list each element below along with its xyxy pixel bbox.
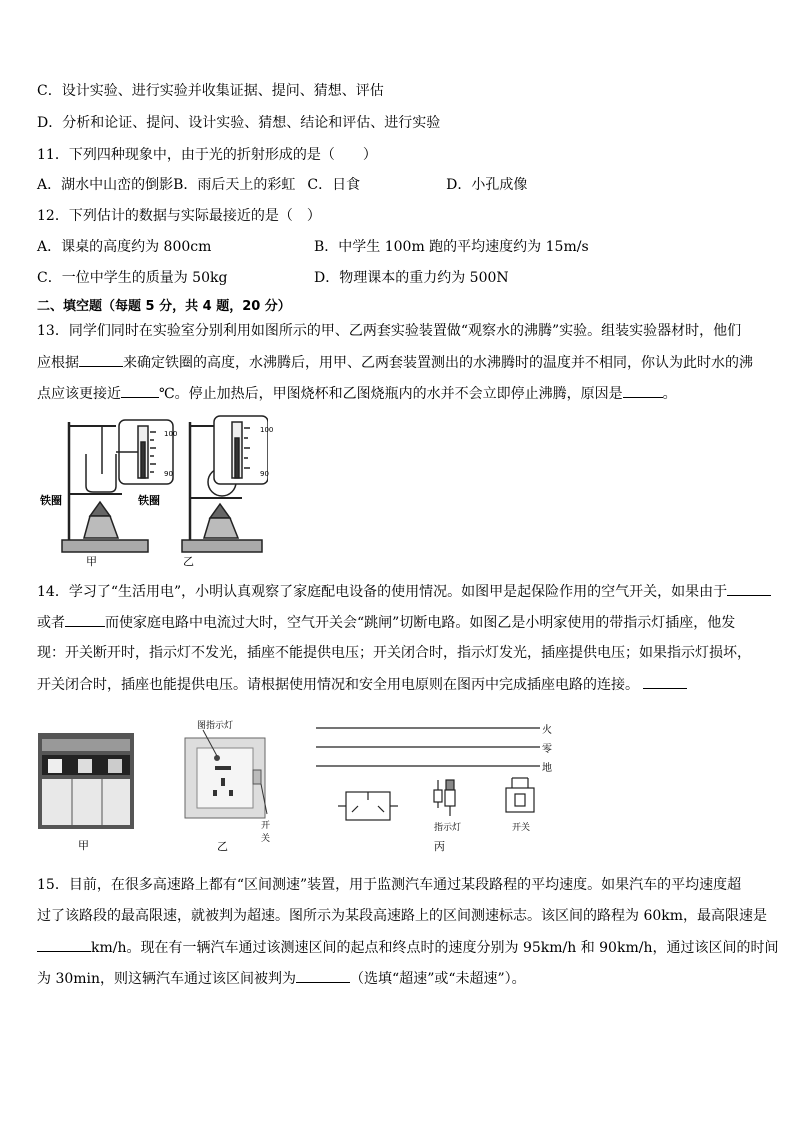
iron-ring-label-yi: 铁圈	[138, 494, 160, 507]
q14-line1: 14．学习了“生活用电”，小明认真观察了家庭配电设备的使用情况。如图甲是起保险作用的空气开关，如果由于	[37, 581, 771, 602]
q13-figure-boiling-apparatus	[38, 412, 274, 568]
q11-options	[37, 175, 527, 195]
q12-option-b: B．中学生 100m 跑的平均速度约为 15m/s	[314, 239, 589, 255]
q13-line3: 点应该更接近 ℃。停止加热后，甲图烧杯和乙图烧瓶内的水并不会立即停止沸腾，原因是 。	[37, 383, 677, 404]
thermo-90-yi: 90	[260, 470, 269, 478]
q11-option-d: D．小孔成像	[446, 177, 528, 193]
q11-option-a: A．湖水中山峦的倒影	[37, 177, 174, 193]
indicator-lamp-label: 指示灯	[434, 823, 462, 833]
label-yi: 乙	[183, 555, 194, 568]
q14-line2: 或者 而使家庭电路中电流过大时，空气开关会“跳闸”切断电路。如图乙是小明家使用的带指示灯插座，他发	[37, 612, 735, 633]
q14-line4: 开关闭合时，插座也能提供电压。请根据使用情况和安全用电原则在图丙中完成插座电路的连接。	[37, 674, 687, 695]
q11-option-c: C．日食	[307, 177, 361, 193]
iron-ring-label-jia: 铁圈	[40, 494, 62, 507]
q10-option-d: D．分析和论证、提问、设计实验、猜想、结论和评估、进行实验	[37, 115, 441, 131]
switch-symbol-label: 开关	[512, 823, 531, 833]
label-bing: 丙	[434, 840, 445, 853]
q15-line4: 为 30min，则这辆汽车通过该区间被判为 （选填“超速”或“未超速”）。	[37, 968, 526, 989]
q15-blank-2[interactable]	[296, 968, 350, 983]
q13-blank-1[interactable]	[79, 352, 123, 367]
q13-line1: 13．同学们同时在实验室分别利用如图所示的甲、乙两套实验装置做“观察水的沸腾”实验。组装实验器材时，他们	[37, 323, 742, 339]
q12-option-a: A．课桌的高度约为 800cm	[37, 239, 212, 255]
q11-option-b: B．雨后天上的彩虹	[173, 177, 296, 193]
label-yi: 乙	[217, 840, 228, 853]
thermo-90-jia: 90	[164, 470, 173, 478]
q13-blank-2[interactable]	[121, 383, 159, 398]
q13-blank-3[interactable]	[623, 383, 663, 398]
q14-line3: 现：开关断开时，指示灯不发光，插座不能提供电压；开关闭合时，指示灯发光，插座提供电压；如果指示灯损坏，	[37, 645, 751, 661]
indicator-top-label: 图指示灯	[197, 721, 234, 731]
q15-blank-1[interactable]	[37, 937, 91, 952]
q12-stem: 12．下列估计的数据与实际最接近的是（ ）	[37, 208, 321, 224]
section-title: 二、填空题（每题 5 分，共 4 题，20 分）	[37, 299, 291, 314]
q15-line1: 15．目前，在很多高速路上都有“区间测速”装置，用于监测汽车通过某段路程的平均速度。如果汽车的平均速度超	[37, 877, 742, 893]
q14-figure-circuit	[316, 720, 556, 853]
q15-line3: km/h。现在有一辆汽车通过该测速区间的起点和终点时的速度分别为 95km/h 和 90km/h，通过该区间的时间	[37, 937, 778, 958]
q10-option-c: C．设计实验、进行实验并收集证据、提问、猜想、评估	[37, 83, 384, 99]
thermo-100-yi: 100	[260, 426, 274, 434]
q14-blank-2[interactable]	[65, 612, 105, 627]
label-jia: 甲	[86, 555, 97, 568]
live-wire-label: 火	[542, 725, 552, 736]
q15-line2: 过了该路段的最高限速，就被判为超速。图所示为某段高速路上的区间测速标志。该区间的路程为 60km，最高限速是	[37, 908, 768, 924]
q13-line2: 应根据 来确定铁圈的高度，水沸腾后，用甲、乙两套装置测出的水沸腾时的温度并不相同，你认为此时水的沸	[37, 352, 753, 373]
q11-stem: 11．下列四种现象中，由于光的折射形成的是（ ）	[37, 147, 377, 163]
q14-blank-1[interactable]	[727, 581, 771, 596]
q14-blank-3[interactable]	[643, 674, 687, 689]
q12-option-d: D．物理课本的重力约为 500N	[314, 270, 509, 286]
q14-figure-air-switch	[38, 733, 138, 852]
ground-wire-label: 地	[542, 763, 552, 774]
label-jia: 甲	[78, 839, 89, 852]
q14-figure-socket	[183, 718, 273, 853]
switch-label-photo: 开关	[261, 821, 271, 844]
neutral-wire-label: 零	[542, 744, 552, 755]
q12-option-c: C．一位中学生的质量为 50kg	[37, 270, 228, 286]
thermo-100-jia: 100	[164, 430, 178, 438]
